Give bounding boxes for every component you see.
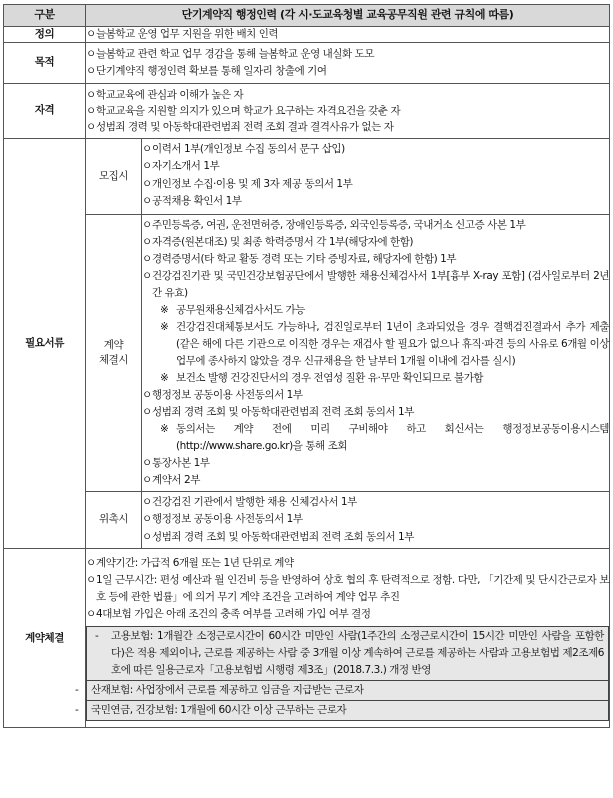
purpose-content: ㅇ늘봄학교 관련 학교 업무 경감을 통해 늘봄학교 운영 내실화 도모 ㅇ단기계약직 행정인력 확보를 통해 일자리 창출에 기여 (86, 42, 610, 83)
renewal-content: ㅇ건강검진 기관에서 발행한 채용 신체검사서 1부 ㅇ행정정보 공동이용 사전동의서 1부 ㅇ성범죄 경력 조회 및 아동학대관련범죄 전력 조회 동의서 1부 (142, 491, 610, 549)
contract-doc-note: 건강검진대체통보서도 가능하나, 검진일로부터 1년이 초과되었을 경우 결핵검진결과서 추가 제출(같은 해에 다른 기관으로 이직한 경우는 재검사 할 필요가 없으나 휴직·파견 등의 사유로 6개월 이상 업무에 종사하지 않았을 경우 신규채용을 한 날부터 1개월 이내에 검사를 실시) (176, 320, 609, 367)
label-contract (86, 214, 142, 491)
contract-term-item: 4대보험 가입은 아래 조건의 충족 여부를 고려해 가입 여부 결정 (96, 608, 371, 620)
purpose-item: 단기계약직 행정인력 확보를 통해 일자리 창출에 기여 (96, 65, 327, 77)
row-definition (4, 27, 610, 43)
row-documents-recruit (4, 138, 610, 214)
label-contract-terms: 계약체결 (4, 549, 86, 728)
insurance-industrial: 산재보험: 사업장에서 근로를 제공하고 임금을 지급받는 근로자 (91, 684, 364, 696)
label-documents: 필요서류 (4, 138, 86, 549)
recruit-content: ㅇ이력서 1부(개인정보 수집 동의서 문구 삽입) ㅇ자기소개서 1부 ㅇ개인정보 수집·이용 및 제 3자 제공 동의서 1부 ㅇ공적채용 확인서 1부 (142, 138, 610, 214)
renewal-item: 행정정보 공동이용 사전동의서 1부 (152, 513, 303, 525)
insurance-conditions-box: - 고용보험: 1개월간 소정근로시간이 60시간 미만인 사람(1주간의 소정근로시간이 15시간 미만인 사람을 포함한다)은 적용 제외이나, 근로를 제공하는 사람 중 3개월 이상 계속하여 근로를 제공하는 사람과 고용보험법 제2조제6호에 따른 일용근로자「고용보험법 시행령 제3조」(2018.7.3.) 개정 반영 - 산재보험: 사업장에서 근로를 제공하고 임금을 지급받는 근로자 - 국민연금, 건강보험: 1개월에 60시간 이상 근무하는 근로자 (86, 626, 609, 721)
recruit-item: 이력서 1부(개인정보 수집 동의서 문구 삽입) (152, 142, 345, 155)
row-qualification (4, 83, 610, 138)
recruit-item: 개인정보 수집·이용 및 제 3자 제공 동의서 1부 (152, 177, 353, 190)
contract-doc-note: 보건소 발행 건강진단서의 경우 전염성 질환 유·무만 확인되므로 불가함 (176, 371, 484, 384)
definition-item: 늘봄학교 운영 업무 지원을 위한 배치 인력 (96, 28, 279, 40)
insurance-employment: 고용보험: 1개월간 소정근로시간이 60시간 미만인 사람(1주간의 소정근로시간이 15시간 미만인 사람을 포함한다)은 적용 제외이나, 근로를 제공하는 사람 중 3개월 이상 계속하여 근로를 제공하는 사람과 고용보험법 제2조제6호에 따른 일용근로자「고용보험법 시행령 제3조」(2018.7.3.) 개정 반영 (111, 630, 604, 676)
header-title: 단기계약직 행정인력 (각 시·도교육청별 교육공무직원 관련 규칙에 따름) (86, 5, 610, 27)
contract-terms-content: ㅇ계약기간: 가급적 6개월 또는 1년 단위로 계약 ㅇ1일 근무시간: 편성 예산과 월 인건비 등을 반영하여 상호 협의 후 탄력적으로 정함. 다만, 「기간제 및 단시간근로자 보호 등에 관한 법률」에 의거 무기 계약 조건을 고려하여 계약 업무 추진 ㅇ4대보험 가입은 아래 조건의 충족 여부를 고려해 가입 여부 결정 - 고용보험: 1개월간 소정근로시간이 60시간 미만인 사람(1주간의 소정근로시간이 15시간 미만인 사람을 포함한다)은 적용 제외이나, 근로를 제공하는 사람 중 3개월 이상 계속하여 근로를 제공하는 사람과 고용보험법 제2조제6호에 따른 일용근로자「고용보험법 시행령 제3조」(2018.7.3.) 개정 반영 - 산재보험: 사업장에서 근로를 제공하고 임금을 지급받는 근로자 - 국민연금, 건강보험: 1개월에 60시간 이상 근무하는 근로자 (86, 549, 610, 728)
row-contract-terms (4, 549, 610, 728)
contract-doc-note: 동의서는 계약 전에 미리 구비해야 하고 회신서는 행정정보공동이용시스템 (http://www.share.go.kr)을 통해 조회 (176, 422, 609, 452)
contract-doc-note: 공무원채용신체검사서도 가능 (176, 303, 305, 316)
contract-term-item: 계약기간: 가급적 6개월 또는 1년 단위로 계약 (96, 557, 294, 569)
row-documents-renewal (4, 491, 610, 549)
label-purpose: 목적 (4, 42, 86, 83)
row-documents-contract (4, 214, 610, 491)
label-qualification: 자격 (4, 83, 86, 138)
label-renewal: 위촉시 (86, 491, 142, 549)
purpose-item: 늘봄학교 관련 학교 업무 경감을 통해 늘봄학교 운영 내실화 도모 (96, 47, 375, 60)
contract-doc-item: 통장사본 1부 (152, 456, 210, 469)
qualification-item: 학교교육을 지원할 의지가 있으며 학교가 요구하는 자격요건을 갖춘 자 (96, 104, 401, 117)
definition-content: ㅇ늘봄학교 운영 업무 지원을 위한 배치 인력 (86, 27, 610, 43)
recruit-item: 공적채용 확인서 1부 (152, 195, 242, 207)
qualification-item: 성범죄 경력 및 아동학대관련범죄 전력 조회 결과 결격사유가 없는 자 (96, 120, 394, 133)
contract-doc-item: 경력증명서(타 학교 활동 경력 또는 기타 증빙자료, 해당자에 한함) 1부 (152, 252, 457, 265)
contract-doc-item: 성범죄 경력 조회 및 아동학대관련범죄 전력 조회 동의서 1부 (152, 405, 414, 418)
label-definition: 정의 (4, 27, 86, 43)
contract-doc-item: 주민등록증, 여권, 운전면허증, 장애인등록증, 외국인등록증, 국내거소 신고증 사본 1부 (152, 218, 526, 231)
renewal-item: 성범죄 경력 조회 및 아동학대관련범죄 전력 조회 동의서 1부 (152, 530, 414, 543)
recruit-item: 자기소개서 1부 (152, 160, 220, 172)
label-contract-line2: 체결시 (98, 353, 129, 366)
contract-doc-item: 행정정보 공동이용 사전동의서 1부 (152, 388, 303, 401)
row-purpose (4, 42, 610, 83)
label-recruit: 모집시 (86, 138, 142, 214)
header-category: 구분 (4, 5, 86, 27)
contract-docs-content: ㅇ주민등록증, 여권, 운전면허증, 장애인등록증, 외국인등록증, 국내거소 신고증 사본 1부 ㅇ자격증(원본대조) 및 최종 학력증명서 각 1부(해당자에 한함) ㅇ경력증명서(타 학교 활동 경력 또는 기타 증빙자료, 해당자에 한함) 1부 ㅇ건강검진기관 및 국민건강보험공단에서 발행한 채용신체검사서 1부[흉부 X-ray 포함] (검사일로부터 2년간 유효) ※ 공무원채용신체검사서도 가능 ※ 건강검진대체통보서도 가능하나, 검진일로부터 1년이 초과되었을 경우 결핵검진결과서 추가 제출(같은 해에 다른 기관으로 이직한 경우는 재검사 할 필요가 없으나 휴직·파견 등의 사유로 6개월 이상 업무에 종사하지 않았을 경우 신규채용을 한 날부터 1개월 이내에 검사를 실시) ※ 보건소 발행 건강진단서의 경우 전염성 질환 유·무만 확인되므로 불가함 ㅇ행정정보 공동이용 사전동의서 1부 ㅇ성범죄 경력 조회 및 아동학대관련범죄 전력 조회 동의서 1부 ※ 동의서는 계약 전에 미리 구비해야 하고 회신서는 행정정보공동이용시스템 (http://www.share.go.kr)을 통해 조회 ㅇ통장사본 1부 ㅇ계약서 2부 (142, 214, 610, 491)
staffing-table (3, 4, 610, 728)
qualification-item: 학교교육에 관심과 이해가 높은 자 (96, 88, 244, 101)
contract-term-item: 1일 근무시간: 편성 예산과 월 인건비 등을 반영하여 상호 협의 후 탄력적으로 정함. 다만, 「기간제 및 단시간근로자 보호 등에 관한 법률」에 의거 무기 계약 조건을 고려하여 계약 업무 추진 (96, 574, 609, 603)
contract-doc-item: 계약서 2부 (152, 473, 200, 486)
contract-doc-item: 건강검진기관 및 국민건강보험공단에서 발행한 채용신체검사서 1부[흉부 X-ray 포함] (검사일로부터 2년간 유효) (152, 269, 609, 299)
insurance-pension-health: 국민연금, 건강보험: 1개월에 60시간 이상 근무하는 근로자 (91, 704, 347, 716)
renewal-item: 건강검진 기관에서 발행한 채용 신체검사서 1부 (152, 495, 357, 508)
qualification-content: ㅇ학교교육에 관심과 이해가 높은 자 ㅇ학교교육을 지원할 의지가 있으며 학교가 요구하는 자격요건을 갖춘 자 ㅇ성범죄 경력 및 아동학대관련범죄 전력 조회 결과 결격사유가 없는 자 (86, 83, 610, 138)
label-contract-line1: 계약 (103, 338, 124, 351)
contract-doc-item: 자격증(원본대조) 및 최종 학력증명서 각 1부(해당자에 한함) (152, 235, 414, 248)
table-header (4, 5, 610, 27)
